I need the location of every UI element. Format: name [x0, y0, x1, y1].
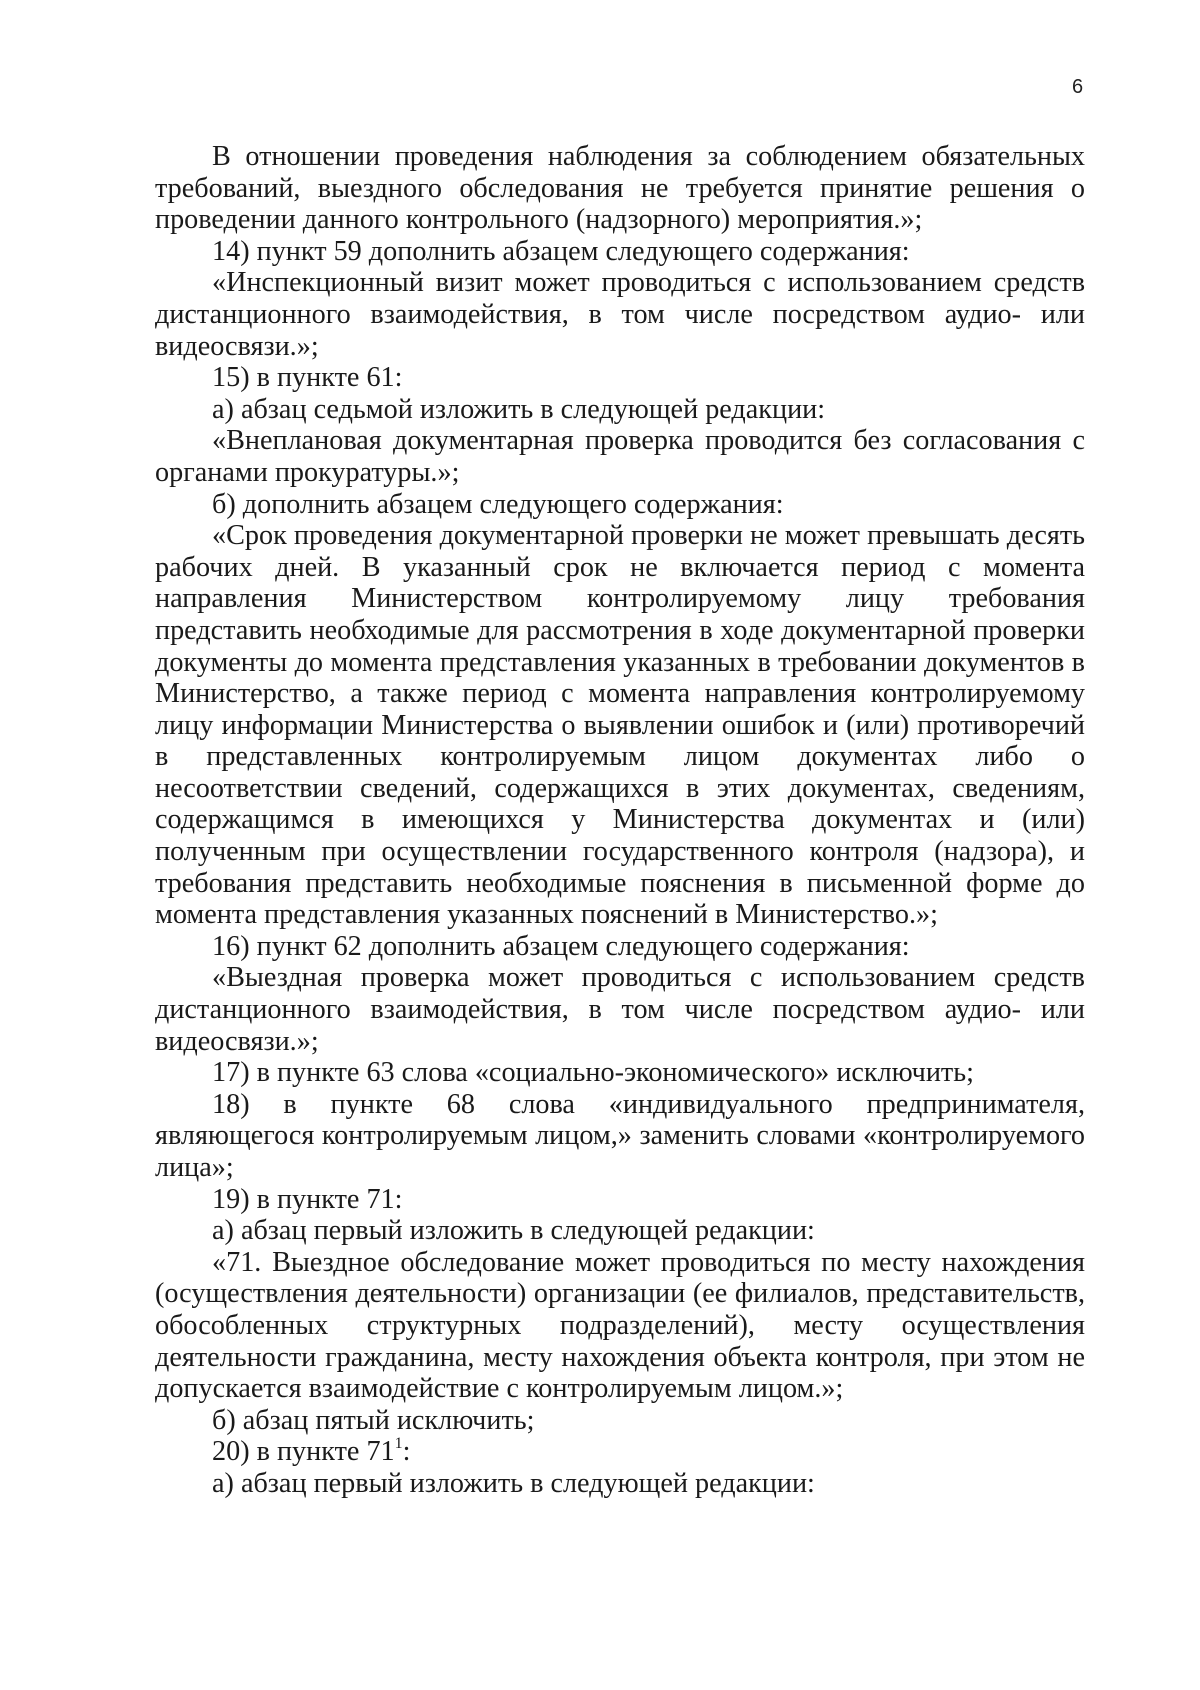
document-body	[155, 141, 1085, 1500]
paragraph-observation-note: В отношении проведения наблюдения за соблюдением обязательных требований, выездного обследования не требуется принятие решения о проведении данного контрольного (надзорного) мероприятия.»;	[155, 141, 1085, 236]
item-19: 19) в пункте 71:	[212, 1183, 403, 1215]
item-15a: а) абзац седьмой изложить в следующей редакции:	[212, 393, 826, 425]
item-15b: б) дополнить абзацем следующего содержания:	[212, 488, 784, 520]
item-20-suffix: :	[402, 1436, 411, 1468]
item-20a: а) абзац первый изложить в следующей редакции:	[212, 1467, 815, 1499]
item-14: 14) пункт 59 дополнить абзацем следующего содержания:	[212, 235, 910, 267]
item-15: 15) в пункте 61:	[212, 362, 403, 394]
quote-inspection-visit: «Инспекционный визит может проводиться с использованием средств дистанционного взаимодействия, в том числе посредством аудио- или видеосвязи.»;	[155, 267, 1085, 362]
quote-check-term: «Срок проведения документарной проверки не может превышать десять рабочих дней. В указанный срок не включается период с момента направления Министерством контролируемому лицу требования представить необходимые для рассмотрения в ходе документарной проверки документы до момента представления указанных в требовании документов в Министерство, а также период с момента направления контролируемому лицу информации Министерства о выявлении ошибок и (или) противоречий в представленных контролируемым лицом документах либо о несоответствии сведений, содержащихся в этих документах, сведениям, содержащимся в имеющихся у Министерства документах и (или) полученным при осуществлении государственного контроля (надзора), и требования представить необходимые пояснения в письменной форме до момента представления указанных пояснений в Министерство.»;	[155, 520, 1085, 931]
item-16: 16) пункт 62 дополнить абзацем следующего содержания:	[212, 930, 910, 962]
quote-unscheduled-check: «Внеплановая документарная проверка проводится без согласования с органами прокуратуры.»;	[155, 425, 1085, 488]
item-20-prefix: 20) в пункте 71	[212, 1436, 395, 1468]
quote-field-survey: «71. Выездное обследование может проводиться по месту нахождения (осуществления деятельности) организации (ее филиалов, представительств, обособленных структурных подразделений), месту осуществления деятельности гражданина, месту нахождения объекта контроля, при этом не допускается взаимодействие с контролируемым лицом.»;	[155, 1246, 1085, 1405]
quote-field-check: «Выездная проверка может проводиться с использованием средств дистанционного взаимодействия, в том числе посредством аудио- или видеосвязи.»;	[155, 962, 1085, 1057]
item-17: 17) в пункте 63 слова «социально-экономического» исключить;	[212, 1057, 974, 1089]
item-19a: а) абзац первый изложить в следующей редакции:	[212, 1215, 815, 1247]
item-18: 18) в пункте 68 слова «индивидуального предпринимателя, являющегося контролируемым лицом,» заменить словами «контролируемого лица»;	[155, 1088, 1085, 1183]
item-20-superscript: 1	[394, 1434, 403, 1452]
item-20	[155, 1436, 1085, 1468]
page-number: 6	[1072, 76, 1084, 98]
item-19b: б) абзац пятый исключить;	[212, 1404, 535, 1436]
